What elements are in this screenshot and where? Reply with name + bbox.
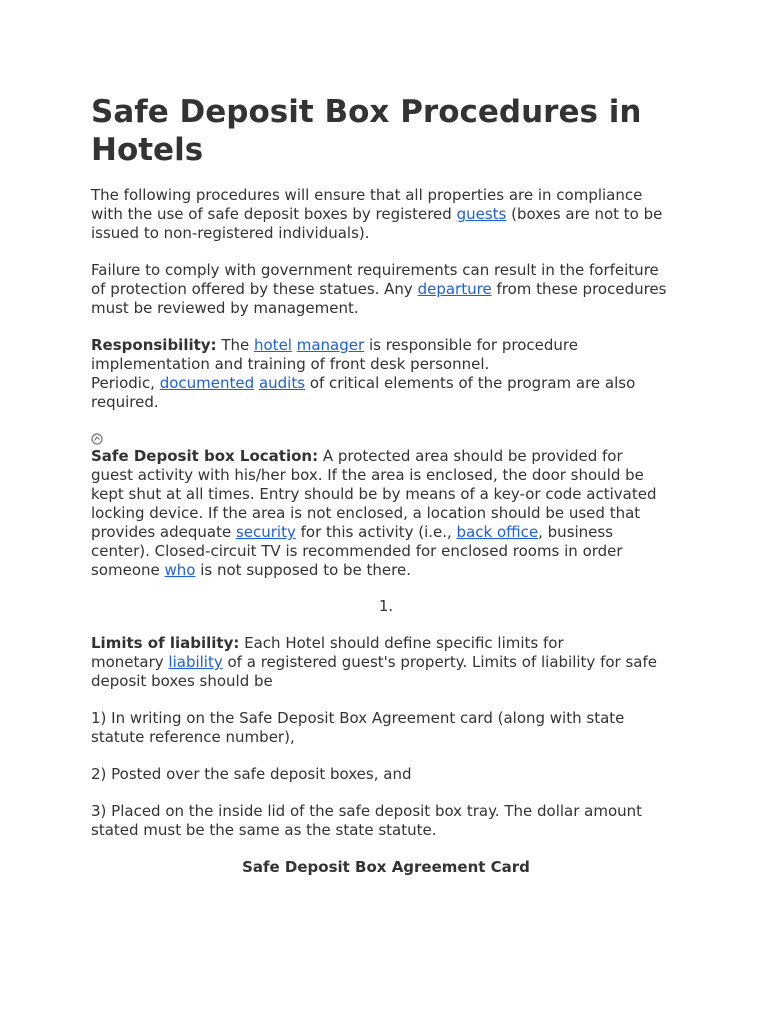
text-line: someone who is not supposed to be there. — [91, 561, 411, 579]
list-number: 1. — [378, 597, 394, 615]
text-line: of protection offered by these statues. Any departure from these procedures — [91, 280, 667, 298]
limits-paragraph — [91, 634, 681, 691]
text-line: stated must be the same as the state statute. — [91, 821, 437, 839]
section-label: Responsibility: — [91, 336, 217, 354]
text-line: Failure to comply with government requirements can result in the forfeiture — [91, 261, 659, 279]
text-line: Responsibility: The hotel manager is responsible for procedure — [91, 336, 578, 354]
link-documented[interactable]: documented — [159, 374, 255, 392]
link-manager[interactable]: manager — [296, 336, 365, 354]
link-who[interactable]: who — [164, 561, 196, 579]
intro-paragraph — [91, 186, 681, 243]
stamp-icon — [91, 430, 103, 442]
link-audits[interactable]: audits — [258, 374, 306, 392]
location-paragraph — [91, 447, 681, 580]
liability-item-3 — [91, 802, 681, 840]
link-departure[interactable]: departure — [417, 280, 492, 298]
text-line: center). Closed-circuit TV is recommended for enclosed rooms in order — [91, 542, 623, 560]
text-line: required. — [91, 393, 159, 411]
text-line: provides adequate security for this activity (i.e., back office, business — [91, 523, 614, 541]
link-hotel[interactable]: hotel — [254, 336, 292, 354]
text-line: deposit boxes should be — [91, 672, 273, 690]
link-security[interactable]: security — [235, 523, 296, 541]
text-line: The following procedures will ensure that all properties are in compliance — [91, 186, 643, 204]
liability-item-1 — [91, 709, 681, 747]
failure-paragraph — [91, 261, 681, 318]
section-label: Limits of liability: — [91, 634, 240, 652]
text-line: 2) Posted over the safe deposit boxes, and — [91, 765, 412, 783]
text-line: must be reviewed by management. — [91, 299, 359, 317]
text-line: with the use of safe deposit boxes by registered guests (boxes are not to be — [91, 205, 663, 223]
text-line: monetary liability of a registered guest's property. Limits of liability for safe — [91, 653, 657, 671]
text-line: locking device. If the area is not enclosed, a location should be used that — [91, 504, 641, 522]
text-line: 1) In writing on the Safe Deposit Box Agreement card (along with state — [91, 709, 625, 727]
text-line: kept shut at all times. Entry should be by means of a key-or code activated — [91, 485, 657, 503]
text-line: 3) Placed on the inside lid of the safe deposit box tray. The dollar amount — [91, 802, 643, 820]
text-line: issued to non-registered individuals). — [91, 224, 370, 242]
text-line: guest activity with his/her box. If the area is enclosed, the door should be — [91, 466, 644, 484]
link-back-office[interactable]: back office — [456, 523, 539, 541]
link-liability[interactable]: liability — [168, 653, 223, 671]
page-title: Safe Deposit Box Procedures in Hotels — [91, 94, 642, 168]
text-line: Safe Deposit box Location: A protected area should be provided for — [91, 447, 623, 465]
text-line: statute reference number), — [91, 728, 295, 746]
link-guests[interactable]: guests — [456, 205, 507, 223]
responsibility-paragraph — [91, 336, 681, 412]
text-line: Limits of liability: Each Hotel should define specific limits for — [91, 634, 564, 652]
liability-item-2 — [91, 765, 681, 784]
text-line: Periodic, documented audits of critical elements of the program are also — [91, 374, 636, 392]
text-line: implementation and training of front desk personnel. — [91, 355, 490, 373]
section-label: Safe Deposit box Location: — [91, 447, 319, 465]
agreement-card-heading: Safe Deposit Box Agreement Card — [242, 858, 530, 876]
